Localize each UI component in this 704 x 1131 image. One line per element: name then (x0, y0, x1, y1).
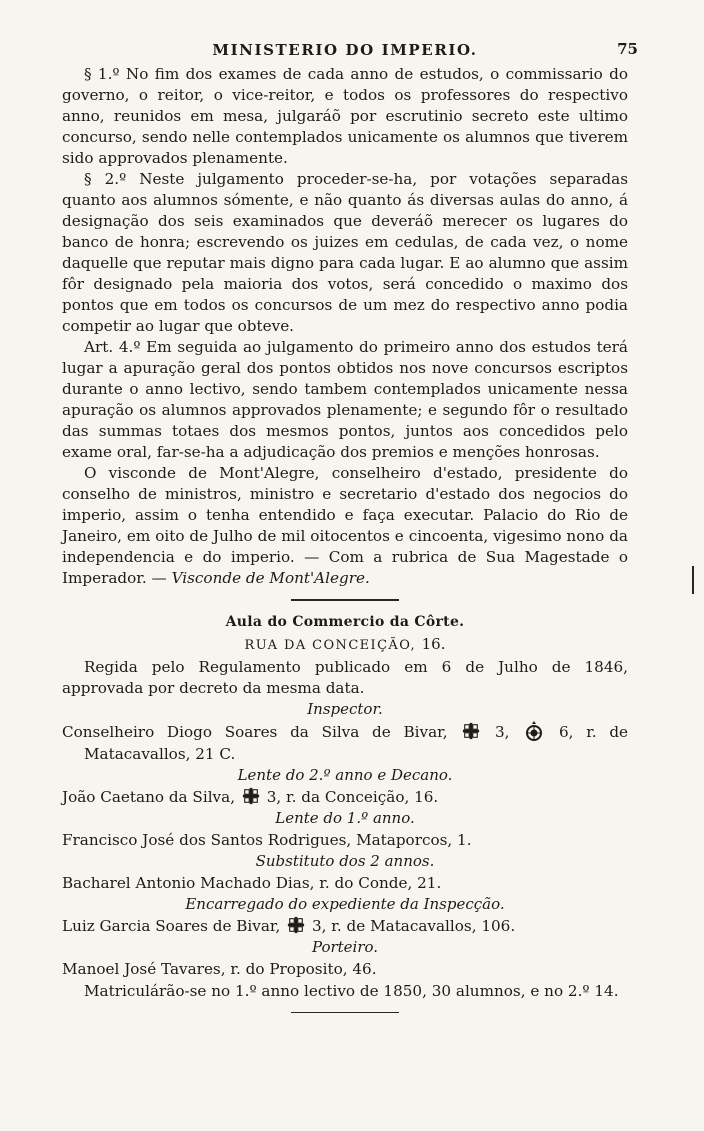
section-title: Aula do Commercio da Côrte. (225, 614, 465, 630)
regulation-paragraph: Regida pelo Regulamento publicado em 6 de Julho de 1846, approvada por decreto da mesma data. (62, 658, 628, 697)
address-number: 16. (421, 635, 446, 653)
staff-entry-porteiro: Manoel José Tavares, r. do Proposito, 46. (62, 960, 377, 978)
page-number: 75 (617, 40, 638, 58)
section-address (62, 633, 628, 657)
enrollment-note: Matriculárão-se no 1.º anno lectivo de 1850, 30 alumnos, e no 2.º 14. (84, 982, 619, 1000)
staff-name: Conselheiro Diogo Soares da Silva de Bivar, (62, 723, 448, 741)
regulation-text (62, 657, 628, 699)
staff-name: Luiz Garcia Soares de Bivar, (62, 917, 281, 935)
order-cross-icon (462, 722, 480, 740)
paragraph-4 (62, 463, 628, 589)
cross-grade: 3, (495, 723, 510, 741)
address-street: RUA DA CONCEIÇÃO, (244, 638, 417, 653)
margin-mark (692, 566, 694, 594)
order-cross-icon (242, 787, 260, 805)
signature: Visconde de Mont'Alegre. (171, 569, 370, 587)
paragraph-1: § 1.º No fim dos exames de cada anno de estudos, o commissario do governo, o reitor, o vice-reitor, e todos os professores do respectivo anno, reunidos em mesa, julgaráõ por escrutinio secreto este ultimo concurso, sendo nelle contemplados unicamente os alumnos que tiverem sido approvados plenamente. (62, 65, 628, 167)
staff-entry-lente-2 (62, 786, 628, 808)
order-medal-icon (524, 720, 544, 742)
staff-address: 6, r. de Matacavallos, 21 C. (84, 723, 629, 763)
role-substituto: Substituto dos 2 annos. (255, 852, 435, 870)
decree-text (62, 64, 628, 589)
staff-entry-substituto: Bacharel Antonio Machado Dias, r. do Conde, 21. (62, 874, 442, 892)
running-head (62, 38, 638, 64)
staff-entry-lente-1: Francisco José dos Santos Rodrigues, Mataporcos, 1. (62, 831, 472, 849)
running-title: MINISTERIO DO IMPERIO. (212, 41, 478, 59)
paragraph-4-text: O visconde de Mont'Alegre, conselheiro d'estado, presidente do conselho de ministros, ministro e secretario d'estado dos negocios do imperio, assim o tenha entendido e faça executar. Palacio do Rio de Janeiro, em oito de Julho de mil oitocentos e cincoenta, vigesimo nono da independencia e do imperio. — Com a rubrica de Sua Magestade o Imperador. — (62, 464, 628, 587)
paragraph-2: § 2.º Neste julgamento proceder-se-ha, por votações separadas quanto aos alumnos sómente, e não quanto ás diversas aulas do anno, á designação dos seis examinados que deveráõ merecer os lugares do banco de honra; escrevendo os juizes em cedulas, de cada vez, o nome daquelle que reputar mais digno para cada lugar. E ao alumno que assim fôr designado pela maioria dos votos, será concedido o maximo dos pontos que em todos os concursos de um mez do respectivo anno podia competir ao lugar que obteve. (62, 170, 628, 335)
staff-address: 3, r. de Matacavallos, 106. (311, 917, 516, 935)
staff-entry-encarregado (62, 915, 628, 937)
role-porteiro: Porteiro. (311, 938, 379, 956)
section-divider (291, 599, 399, 601)
role-encarregado: Encarregado do expediente da Inspecção. (185, 895, 505, 913)
staff-entry-inspector (62, 720, 628, 765)
paragraph-3: Art. 4.º Em seguida ao julgamento do primeiro anno dos estudos terá lugar a apuração geral dos pontos obtidos nos nove concursos escriptos durante o anno lectivo, sendo tambem contemplados unicamente nessa apuração os alumnos approvados plenamente; e segundo fôr o resultado das summas totaes dos mesmos pontos, juntos aos concedidos pelo exame oral, far-se-ha a adjudicação dos premios e menções honrosas. (62, 338, 628, 461)
staff-address: 3, r. da Conceição, 16. (266, 788, 439, 806)
staff-name: João Caetano da Silva, (62, 788, 236, 806)
role-lente-1: Lente do 1.º anno. (275, 809, 415, 827)
closing-divider (291, 1012, 399, 1013)
role-lente-2: Lente do 2.º anno e Decano. (237, 766, 453, 784)
order-cross-icon (287, 916, 305, 934)
role-inspector: Inspector. (307, 700, 383, 718)
